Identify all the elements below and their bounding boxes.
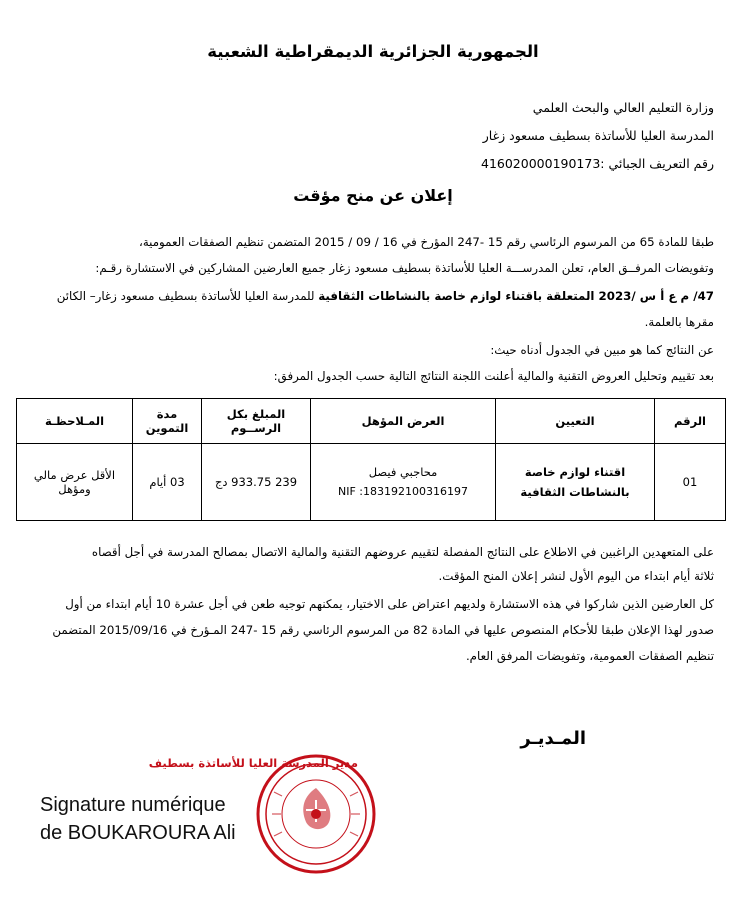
paragraph-notice: وتفويضات المرفــق العام، تعلن المدرســـة العليا للأساتذة بسطيف مسعود زغار جميع العارضين المشاركين في الاستشارة رقـم:	[95, 261, 714, 275]
table-row	[17, 444, 726, 521]
cell-duration: 03 أيام	[133, 444, 202, 521]
digital-signature-line-1: Signature numérique	[40, 794, 226, 816]
consultation-ref: 47/ م ع أ س /2023 المتعلقة باقتناء لوازم خاصة بالنشاطات الثقافية	[318, 289, 714, 303]
cell-remark: الأقل عرض مالي ومؤهل	[17, 444, 133, 521]
paragraph-location: مقرها بالعلمة.	[644, 315, 714, 329]
stamp-title: مدير المدرسة العليا للأساتذة بسطيف	[148, 756, 358, 770]
cell-designation: اقتناء لوازم خاصة بالنشاطات الثقافية	[496, 444, 655, 521]
paragraph-evaluation: بعد تقييم وتحليل العروض التقنية والمالية أعلنت اللجنة النتائج التالية حسب الجدول المرفق:	[273, 369, 714, 383]
paragraph-appeal-a: كل العارضين الذين شاركوا في هذه الاستشارة ولديهم اعتراض على الاختيار، يمكنهم توجيه طعن في أجل عشرة 10 أيام ابتداء من أول	[65, 597, 714, 611]
paragraph-consult-results-a: على المتعهدين الراغبين في الاطلاع على النتائج المفصلة لتقييم عروضهم التقنية والمالية الاتصال بمصالح المدرسة في أجل أقصاه	[91, 545, 714, 559]
cell-amount: 239 933.75 دج	[202, 444, 311, 521]
cell-num: 01	[655, 444, 726, 521]
header-num: الرقم	[655, 399, 726, 444]
cell-bidder: محاجبي فيصل NIF :183192100316197	[311, 444, 496, 521]
header-bidder: العرض المؤهل	[311, 399, 496, 444]
official-seal-icon	[254, 752, 378, 876]
results-table	[16, 398, 726, 521]
paragraph-consultation	[24, 284, 714, 309]
paragraph-legal-basis: طبقا للمادة 65 من المرسوم الرئاسي رقم 15 -247 المؤرخ في 16 / 09 / 2015 المتضمن تنظيم الصفقات العمومية،	[139, 235, 714, 249]
ministry-line: وزارة التعليم العالي والبحث العلمي	[532, 100, 714, 115]
digital-signature-line-2: de BOUKAROURA Ali	[40, 822, 236, 844]
header-designation: التعيين	[496, 399, 655, 444]
director-title: المـديـر	[520, 728, 586, 749]
announcement-title: إعلان عن منح مؤقت	[293, 186, 453, 205]
paragraph-appeal-c: تنظيم الصفقات العمومية، وتفويضات المرفق العام.	[465, 649, 714, 663]
school-line: المدرسة العليا للأساتذة بسطيف مسعود زغار	[482, 128, 714, 143]
paragraph-results-intro: عن النتائج كما هو مبين في الجدول أدناه حيث:	[490, 343, 714, 357]
header-amount: المبلغ بكل الرســوم	[202, 399, 311, 444]
consultation-rest: للمدرسة العليا للأساتذة بسطيف مسعود زغار– الكائن	[56, 289, 319, 303]
paragraph-appeal-b: صدور لهذا الإعلان طبقا للأحكام المنصوص عليها في المادة 82 من المرسوم الرئاسي رقم 15 -247 المـؤرخ في 2015/09/16 المتضمن	[52, 623, 714, 637]
republic-title: الجمهورية الجزائرية الديمقراطية الشعبية	[207, 42, 539, 61]
header-remark: المـلاحظـة	[17, 399, 133, 444]
header-duration: مدة التموين	[133, 399, 202, 444]
table-header-row	[17, 399, 726, 444]
tax-id-line: رقم التعريف الجبائي :416020000190173	[481, 156, 714, 171]
paragraph-consult-results-b: ثلاثة أيام ابتداء من اليوم الأول لنشر إعلان المنح المؤقت.	[438, 569, 714, 583]
